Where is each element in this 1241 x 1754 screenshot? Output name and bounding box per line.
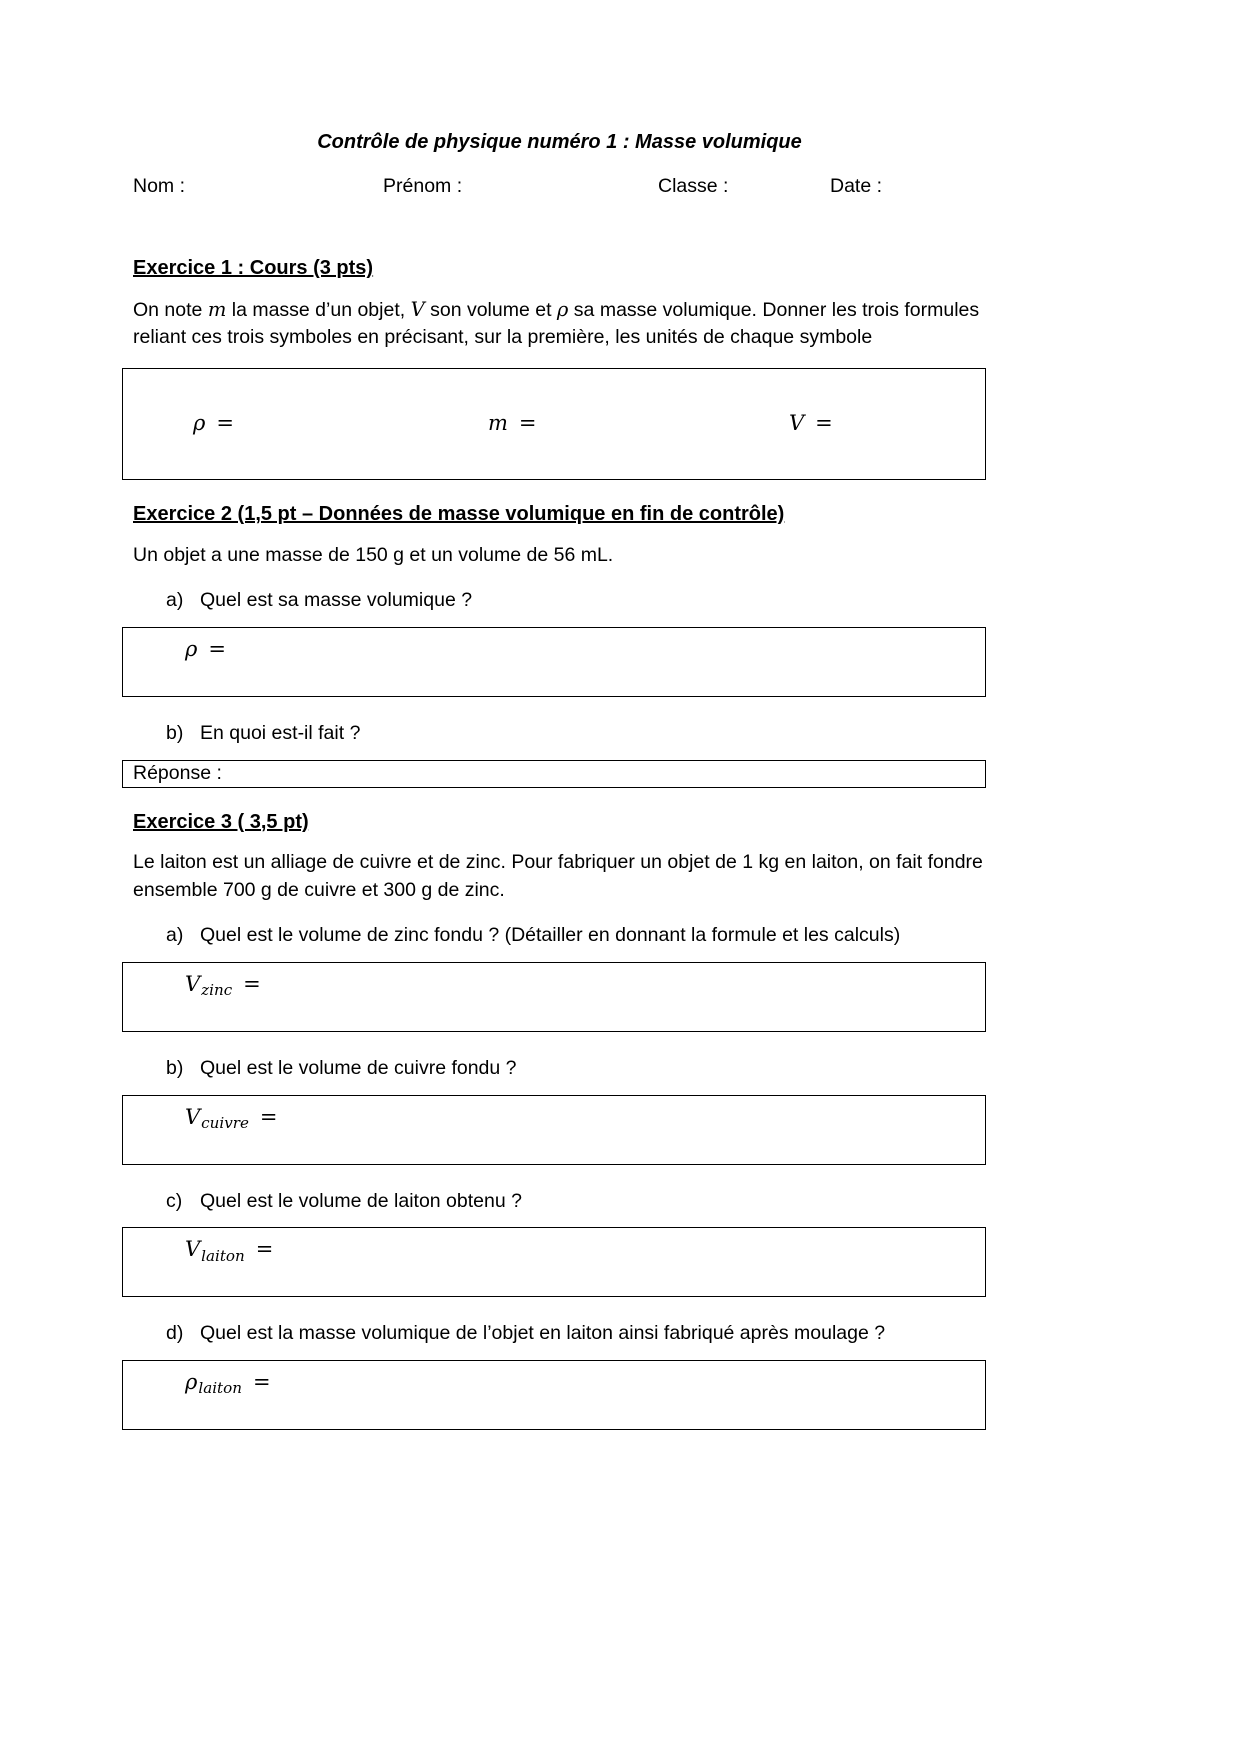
ex3a-answer-box[interactable] [122,962,986,1032]
exercise3-statement: Le laiton est un alliage de cuivre et de zinc. Pour fabriquer un objet de 1 kg en laiton, on fait fondre ensemble 700 g de cuivre et 300 g de zinc. [133,851,983,901]
class-label: Classe : [658,175,729,198]
ex3-question-a [133,922,986,950]
equals-sign: = [208,636,226,661]
exercise1-heading: Exercice 1 : Cours (3 pts) [133,257,374,280]
math-symbol-rho: ρ [185,1370,198,1395]
ex2-question-b [133,720,986,748]
subscript-cuivre: cuivre [201,1113,249,1132]
ex3-question-b [133,1055,986,1083]
ex2b-answer-box[interactable] [122,760,986,788]
equals-sign: = [243,972,261,997]
question-text-a: Quel est sa masse volumique ? [200,589,473,612]
formula-v-laiton [185,1237,274,1265]
question-text-b: Quel est le volume de cuivre fondu ? [200,1057,517,1080]
name-label: Nom : [133,175,186,198]
ex3-question-d [133,1320,986,1348]
exercise2-heading: Exercice 2 (1,5 pt – Données de masse volumique en fin de contrôle) [133,503,785,526]
question-marker-b: b) [166,721,184,744]
ex3c-answer-box[interactable] [122,1227,986,1297]
question-text-c: Quel est le volume de laiton obtenu ? [200,1189,522,1212]
question-text-a: Quel est le volume de zinc fondu ? (Détailler en donnant la formule et les calculs) [200,924,901,947]
firstname-label: Prénom : [383,175,463,198]
formula-rho-laiton [185,1370,271,1398]
equals-sign: = [255,1237,274,1262]
question-text-b: En quoi est-il fait ? [200,721,361,744]
intro-text-1: On note [133,298,208,321]
math-symbol-m: m [488,411,508,436]
response-label: Réponse : [133,761,222,784]
equals-sign: = [216,411,234,436]
ex1-answer-box[interactable] [122,368,986,480]
math-symbol-V: V [185,1237,201,1262]
question-marker-c: c) [166,1189,183,1212]
ex2a-answer-box[interactable] [122,627,986,697]
math-symbol-V: V [410,297,425,321]
equals-sign: = [518,411,537,436]
formula-rho [193,409,234,439]
equals-sign: = [252,1370,271,1395]
question-marker-b: b) [166,1057,184,1080]
question-text-d: Quel est la masse volumique de l’objet en laiton ainsi fabriqué après moulage ? [200,1322,886,1345]
exercise2-statement: Un objet a une masse de 150 g et un volume de 56 mL. [133,543,614,566]
exercise3-heading: Exercice 3 ( 3,5 pt) [133,810,309,833]
ex3-question-c [133,1188,986,1216]
ex2-question-a [133,587,986,615]
ex3b-answer-box[interactable] [122,1095,986,1165]
math-symbol-V: V [789,411,805,436]
question-marker-a: a) [166,589,184,612]
math-symbol-V: V [185,972,201,997]
intro-text-4: sa masse volumique. Donner les trois formules reliant ces trois symboles en précisant, sur la première, les unités de chaque symbole [133,298,980,349]
intro-text-2: la masse d’un objet, [226,298,411,321]
formula-v-zinc [185,972,261,1000]
date-label: Date : [830,175,883,198]
equals-sign: = [815,411,833,436]
math-symbol-V: V [185,1104,201,1129]
ex3d-answer-box[interactable] [122,1360,986,1430]
question-marker-a: a) [166,924,184,947]
formula-m [488,409,537,439]
subscript-zinc: zinc [201,981,233,1000]
exercise1-intro [133,296,986,352]
subscript-laiton: laiton [201,1246,245,1265]
doc-title: Contrôle de physique numéro 1 : Masse volumique [317,131,802,153]
math-symbol-rho: ρ [193,411,206,436]
math-symbol-rho: ρ [185,636,198,661]
question-marker-d: d) [166,1322,184,1345]
formula-rho [185,638,226,661]
math-symbol-rho: ρ [556,297,569,321]
subscript-laiton: laiton [198,1379,242,1398]
equals-sign: = [259,1104,278,1129]
math-symbol-m: m [207,297,227,321]
student-info-row [133,173,986,200]
intro-text-3: son volume et [424,298,557,321]
formula-V [789,409,833,439]
formula-v-cuivre [185,1104,278,1132]
